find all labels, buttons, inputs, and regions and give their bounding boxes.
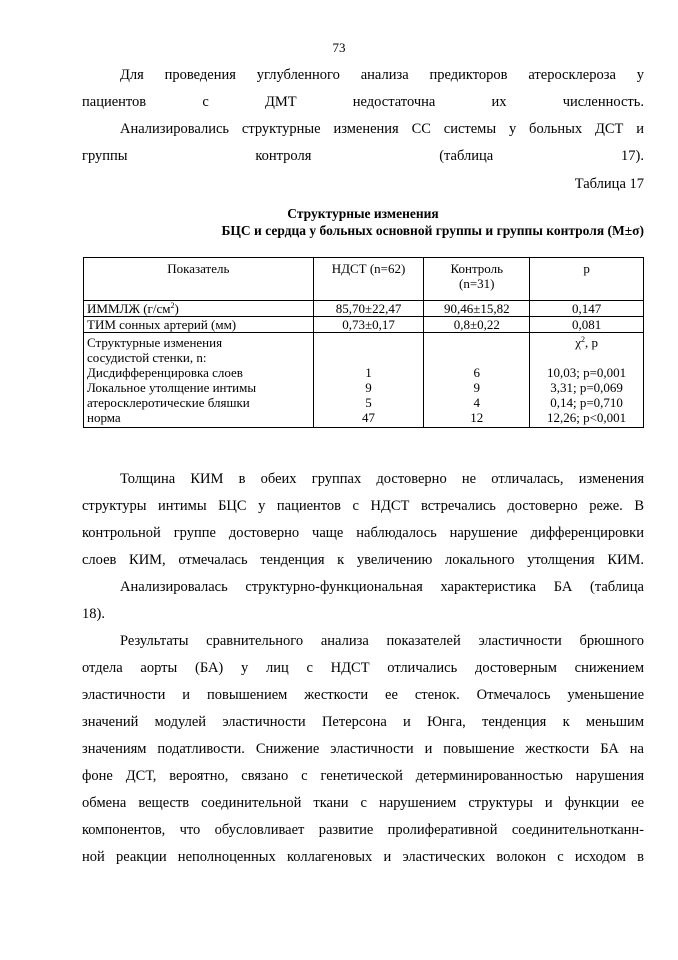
group-item-name: норма	[87, 410, 121, 425]
page-number: 73	[332, 40, 346, 55]
group-item-p: 3,31; р=0,069	[550, 380, 623, 395]
text-line: эластичности и повышением жесткости ее стенок. Отмечалось уменьшение	[82, 687, 644, 703]
text-line: отдела аорты (БА) у лиц с НДСТ отличались достоверным снижением	[82, 660, 644, 676]
header-control	[424, 258, 530, 301]
cell-indicator-text: ИММЛЖ (г/см	[87, 301, 171, 316]
group-item-p: 10,03; р=0,001	[546, 365, 627, 380]
group-item-name: атеросклеротические бляшки	[87, 395, 250, 410]
table-header-row	[84, 258, 644, 301]
header-control-line-2: (n=31)	[459, 276, 495, 291]
header-p: р	[530, 258, 644, 301]
group-p-cell	[530, 333, 644, 428]
group-item-control: 12	[470, 410, 484, 425]
group-item-p: 0,14; р=0,710	[550, 395, 623, 410]
group-item-ndst: 5	[365, 395, 372, 410]
group-indicator-cell	[84, 333, 314, 428]
cell-control: 90,46±15,82	[424, 301, 530, 317]
text-line: компонентов, что обусловливает развитие пролиферативной соединительнотканн-	[82, 822, 644, 838]
group-item-name: Дисдифференцировка слоев	[87, 365, 243, 380]
text-line: фоне ДСТ, вероятно, связано с генетической детерминированностью нарушения	[82, 768, 644, 784]
text-line: Для проведения углубленного анализа предикторов атеросклероза у	[120, 67, 644, 83]
text-line: Анализировались структурные изменения СС системы у больных ДСТ и	[120, 121, 644, 137]
header-indicator: Показатель	[84, 258, 314, 301]
cell-ndst: 85,70±22,47	[313, 301, 424, 317]
paragraph-analysis	[82, 116, 644, 170]
text-line: значениям податливости. Снижение эластичности и повышение жесткости БА на	[82, 741, 644, 757]
group-item-p: 12,26; р<0,001	[546, 410, 627, 425]
chi-sup: 2	[580, 335, 585, 344]
paragraph-intro	[82, 62, 644, 116]
cell-indicator	[84, 301, 314, 317]
text-line: пациентов с ДМТ недостаточна их численность.	[82, 94, 644, 110]
text-line: структуры интимы БЦС у пациентов с НДСТ встречались достоверно реже. В	[82, 498, 644, 514]
text-line: ной реакции неполноценных коллагеновых и эластических волокон с исходом в	[82, 849, 644, 865]
table-caption	[82, 205, 644, 239]
table-row	[84, 317, 644, 333]
paragraph-results	[82, 628, 644, 871]
text-line: слоев КИМ, отмечалась тенденция к увеличению локального утолщения КИМ.	[82, 552, 644, 568]
text-line: Толщина КИМ в обеих группах достоверно не отличалась, изменения	[120, 471, 644, 487]
group-item-control: 9	[473, 380, 481, 395]
cell-indicator-text-end: )	[174, 301, 179, 316]
group-item-ndst: 9	[365, 380, 372, 395]
cell-p: 0,147	[530, 301, 644, 317]
table-row	[84, 301, 644, 317]
header-ndst: НДСТ (n=62)	[313, 258, 424, 301]
chi-symbol: χ	[575, 335, 581, 350]
group-item-ndst: 47	[362, 410, 375, 425]
group-item-control: 4	[473, 395, 481, 410]
text-line: группы контроля (таблица 17).	[82, 148, 644, 164]
cell-ndst: 0,73±0,17	[313, 317, 424, 333]
cell-control: 0,8±0,22	[424, 317, 530, 333]
table-label: Таблица 17	[574, 176, 644, 192]
paragraph-ba	[82, 574, 644, 628]
cell-p: 0,081	[530, 317, 644, 333]
text-line: значений модулей эластичности Петерсона и Юнга, тенденция к меньшим	[82, 714, 644, 730]
text-line: 18).	[82, 606, 105, 622]
text-line: обмена веществ соединительной ткани с нарушением структуры и функции ее	[82, 795, 644, 811]
paragraph-kim	[82, 466, 644, 574]
text-line: контрольной группе достоверно чаще наблюдалось нарушение дифференцировки	[82, 525, 644, 541]
group-ndst-cell	[313, 333, 424, 428]
cell-indicator: ТИМ сонных артерий (мм)	[84, 317, 314, 333]
data-table	[83, 257, 644, 428]
chi-suffix: , р	[584, 335, 598, 350]
table-group-row	[84, 333, 644, 428]
group-item-ndst: 1	[365, 365, 372, 380]
group-p-header	[533, 335, 640, 350]
caption-line-1: Структурные изменения	[287, 206, 439, 221]
group-item-control: 6	[473, 365, 481, 380]
caption-line-2: БЦС и сердца у больных основной группы и группы контроля (М±σ)	[221, 223, 644, 238]
group-title-line-1: Структурные изменения	[87, 335, 223, 350]
text-line: Анализировалась структурно-функциональная характеристика БА (таблица	[120, 579, 644, 595]
header-control-line-1: Контроль	[450, 261, 504, 276]
cell-indicator-sup: 2	[170, 301, 175, 310]
text-line: Результаты сравнительного анализа показателей эластичности брюшного	[120, 633, 644, 649]
group-control-cell	[424, 333, 530, 428]
group-item-name: Локальное утолщение интимы	[87, 380, 257, 395]
group-title-line-2: сосудистой стенки, n:	[87, 350, 207, 365]
